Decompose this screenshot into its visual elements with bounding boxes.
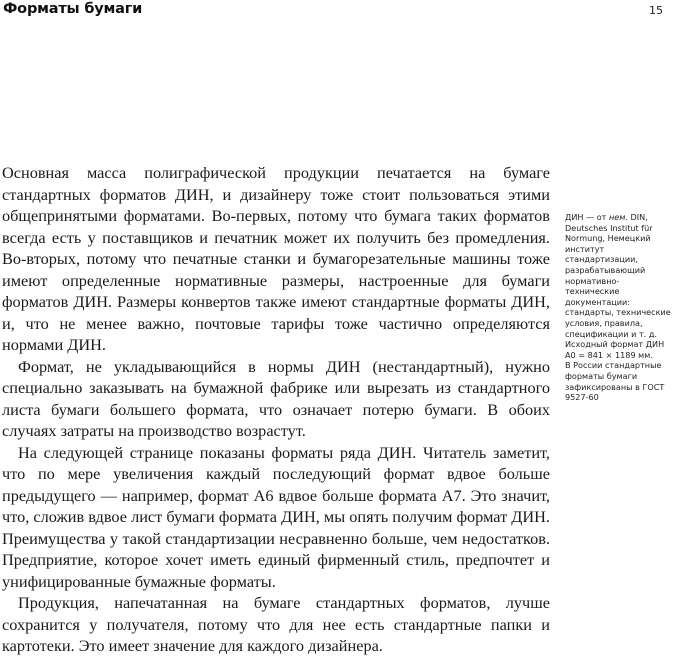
- paragraph-1: Основная масса полиграфической продукции печатается на бумаге стандартных форматов ДИН, и дизайнеру тоже стоит пользоваться этими общепринятыми форматами. Во-первых, потому что бумага таких форматов всегда есть у поставщиков и печатник может их получить без промедления. Во-вторых, потому что печатные станки и бумагорезательные машины тоже имеют определенные нормативные размеры, настроенные для бумаги форматов ДИН. Размеры конвертов также имеют стандартные форматы ДИН, и, что не менее важно, почтовые тарифы тоже частично определяются нормами ДИН.: [2, 163, 550, 354]
- page-number: 15: [649, 4, 663, 17]
- paragraph-2: Формат, не укладывающийся в нормы ДИН (нестандартный), нужно специально заказывать на бумажной фабрике или вырезать из стандартного листа бумаги большего формата, что означает потерю бумаги. В обоих случаях затраты на производство возрастут.: [2, 356, 550, 440]
- main-text-column: [2, 162, 550, 657]
- page-title: Форматы бумаги: [3, 1, 143, 17]
- sidenote-abbr: нем.: [608, 212, 628, 222]
- paragraph-3: На следующей странице показаны форматы ряда ДИН. Читатель заметит, что по мере увеличения каждый последующий формат вдвое больше предыдущего — например, формат А6 вдвое больше формата А7. Это значит, что, сложив вдвое лист бумаги формата ДИН, мы опять получим формат ДИН. Преимущества у такой стандартизации несравненно больше, чем недостатков. Предприятие, которое хочет иметь единый фирменный стиль, предпочтет и унифицированные бумажные форматы.: [2, 442, 550, 591]
- sidenote-definition-text: DIN, Deutsches Institut für Normung, Немецкий институт стандартизации, разрабатывающий нормативно-технические документации: стандарты, технические условия, правила, спецификации и т. д.: [565, 212, 671, 339]
- sidenote-term: ДИН — от: [565, 212, 609, 222]
- sidenote-definition: [565, 212, 671, 339]
- sidenote-russia-note: В России стандартные форматы бумаги зафиксированы в ГОСТ 9527-60: [565, 360, 665, 403]
- sidenote: [565, 212, 671, 403]
- sidenote-origin-format: Исходный формат ДИН А0 = 841 × 1189 мм.: [565, 339, 665, 360]
- paragraph-4: Продукция, напечатанная на бумаге стандартных форматов, лучше сохранится у получателя, потому что для нее есть стандартные папки и картотеки. Это имеет значение для каждого дизайнера.: [2, 593, 550, 655]
